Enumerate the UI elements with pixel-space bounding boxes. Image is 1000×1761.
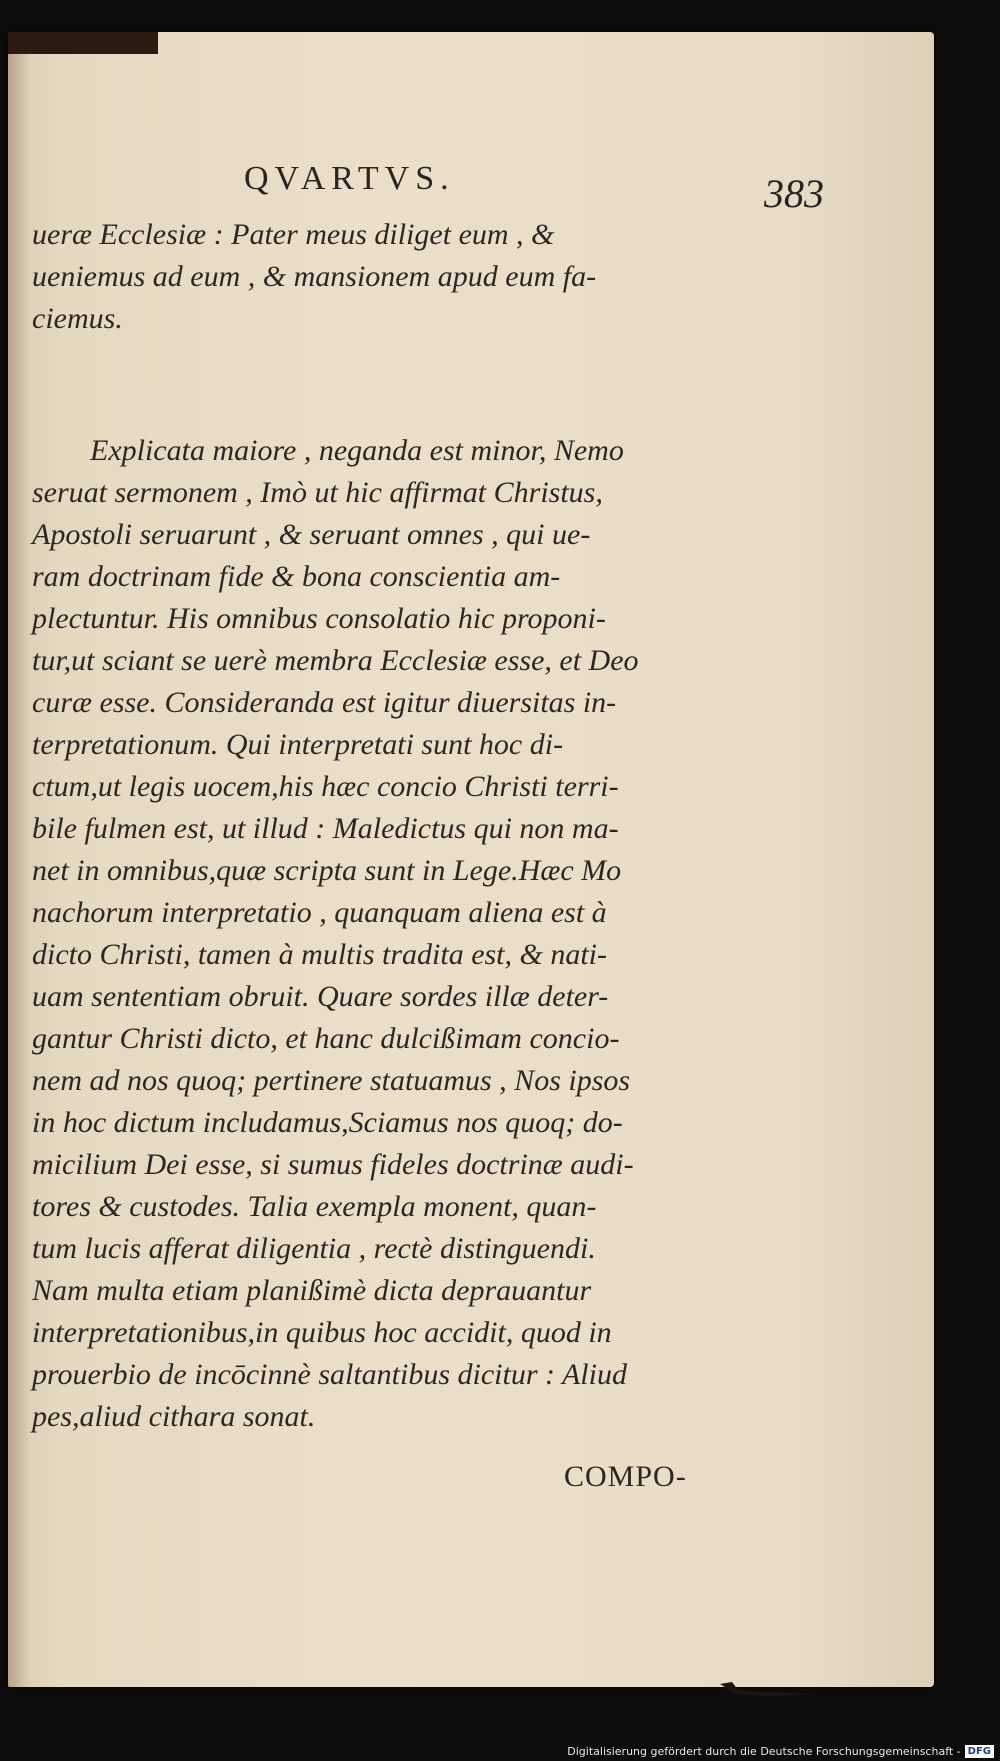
text-line: Explicata maiore , neganda est minor, Nemo (90, 434, 624, 467)
catchword: COMPO- (564, 1460, 687, 1493)
text-line: nem ad nos quoq; pertinere statuamus , Nos ipsos (32, 1064, 631, 1097)
text-line: ueræ Ecclesiæ : Pater meus diliget eum , & (32, 218, 555, 251)
text-line: gantur Christi dicto, et hanc dulcißimam concio- (32, 1022, 620, 1055)
text-line: tum lucis afferat diligentia , rectè distinguendi. (32, 1232, 596, 1265)
text-line: pes,aliud cithara sonat. (32, 1400, 316, 1433)
text-line: dicto Christi, tamen à multis tradita est, & nati- (32, 938, 608, 971)
page-number: 383 (764, 171, 824, 216)
text-line: bile fulmen est, ut illud : Maledictus qui non ma- (32, 812, 619, 845)
text-line: micilium Dei esse, si sumus fideles doctrinæ audi- (32, 1148, 634, 1181)
paragraph-gap (32, 340, 722, 430)
text-line: net in omnibus,quæ scripta sunt in Lege.Hæc Mo (32, 854, 622, 887)
text-line: in hoc dictum includamus,Sciamus nos quoq; do- (32, 1106, 623, 1139)
body-text (32, 214, 722, 1438)
ink-blot-ornament (718, 1680, 818, 1698)
text-line: ciemus. (32, 302, 123, 335)
text-line: tores & custodes. Talia exempla monent, quan- (32, 1190, 597, 1223)
text-line: Nam multa etiam planißimè dicta deprauantur (32, 1274, 592, 1307)
running-head: QVARTVS. (244, 160, 455, 197)
dfg-logo: DFG (965, 1745, 994, 1758)
text-line: uam sententiam obruit. Quare sordes illæ deter- (32, 980, 609, 1013)
funding-note: Digitalisierung gefördert durch die Deutsche Forschungsgemeinschaft - (567, 1745, 961, 1758)
text-line: prouerbio de incōcinnè saltantibus dicitur : Aliud (32, 1358, 627, 1391)
binding-tab (8, 32, 158, 54)
text-line: seruat sermonem , Imò ut hic affirmat Christus, (32, 476, 603, 509)
text-line: ram doctrinam fide & bona conscientia am- (32, 560, 561, 593)
text-line: tur,ut sciant se uerè membra Ecclesiæ esse, et Deo (32, 644, 639, 677)
text-line: ctum,ut legis uocem,his hæc concio Christi terri- (32, 770, 619, 803)
book-page (8, 32, 934, 1687)
text-line: ueniemus ad eum , & mansionem apud eum fa- (32, 260, 597, 293)
text-line: plectuntur. His omnibus consolatio hic proponi- (32, 602, 606, 635)
text-line: curæ esse. Consideranda est igitur diuersitas in- (32, 686, 617, 719)
funding-footer (567, 1745, 994, 1758)
text-line: nachorum interpretatio , quanquam aliena est à (32, 896, 607, 929)
text-line: interpretationibus,in quibus hoc accidit, quod in (32, 1316, 612, 1349)
text-line: terpretationum. Qui interpretati sunt hoc di- (32, 728, 564, 761)
text-line: Apostoli seruarunt , & seruant omnes , qui ue- (32, 518, 591, 551)
